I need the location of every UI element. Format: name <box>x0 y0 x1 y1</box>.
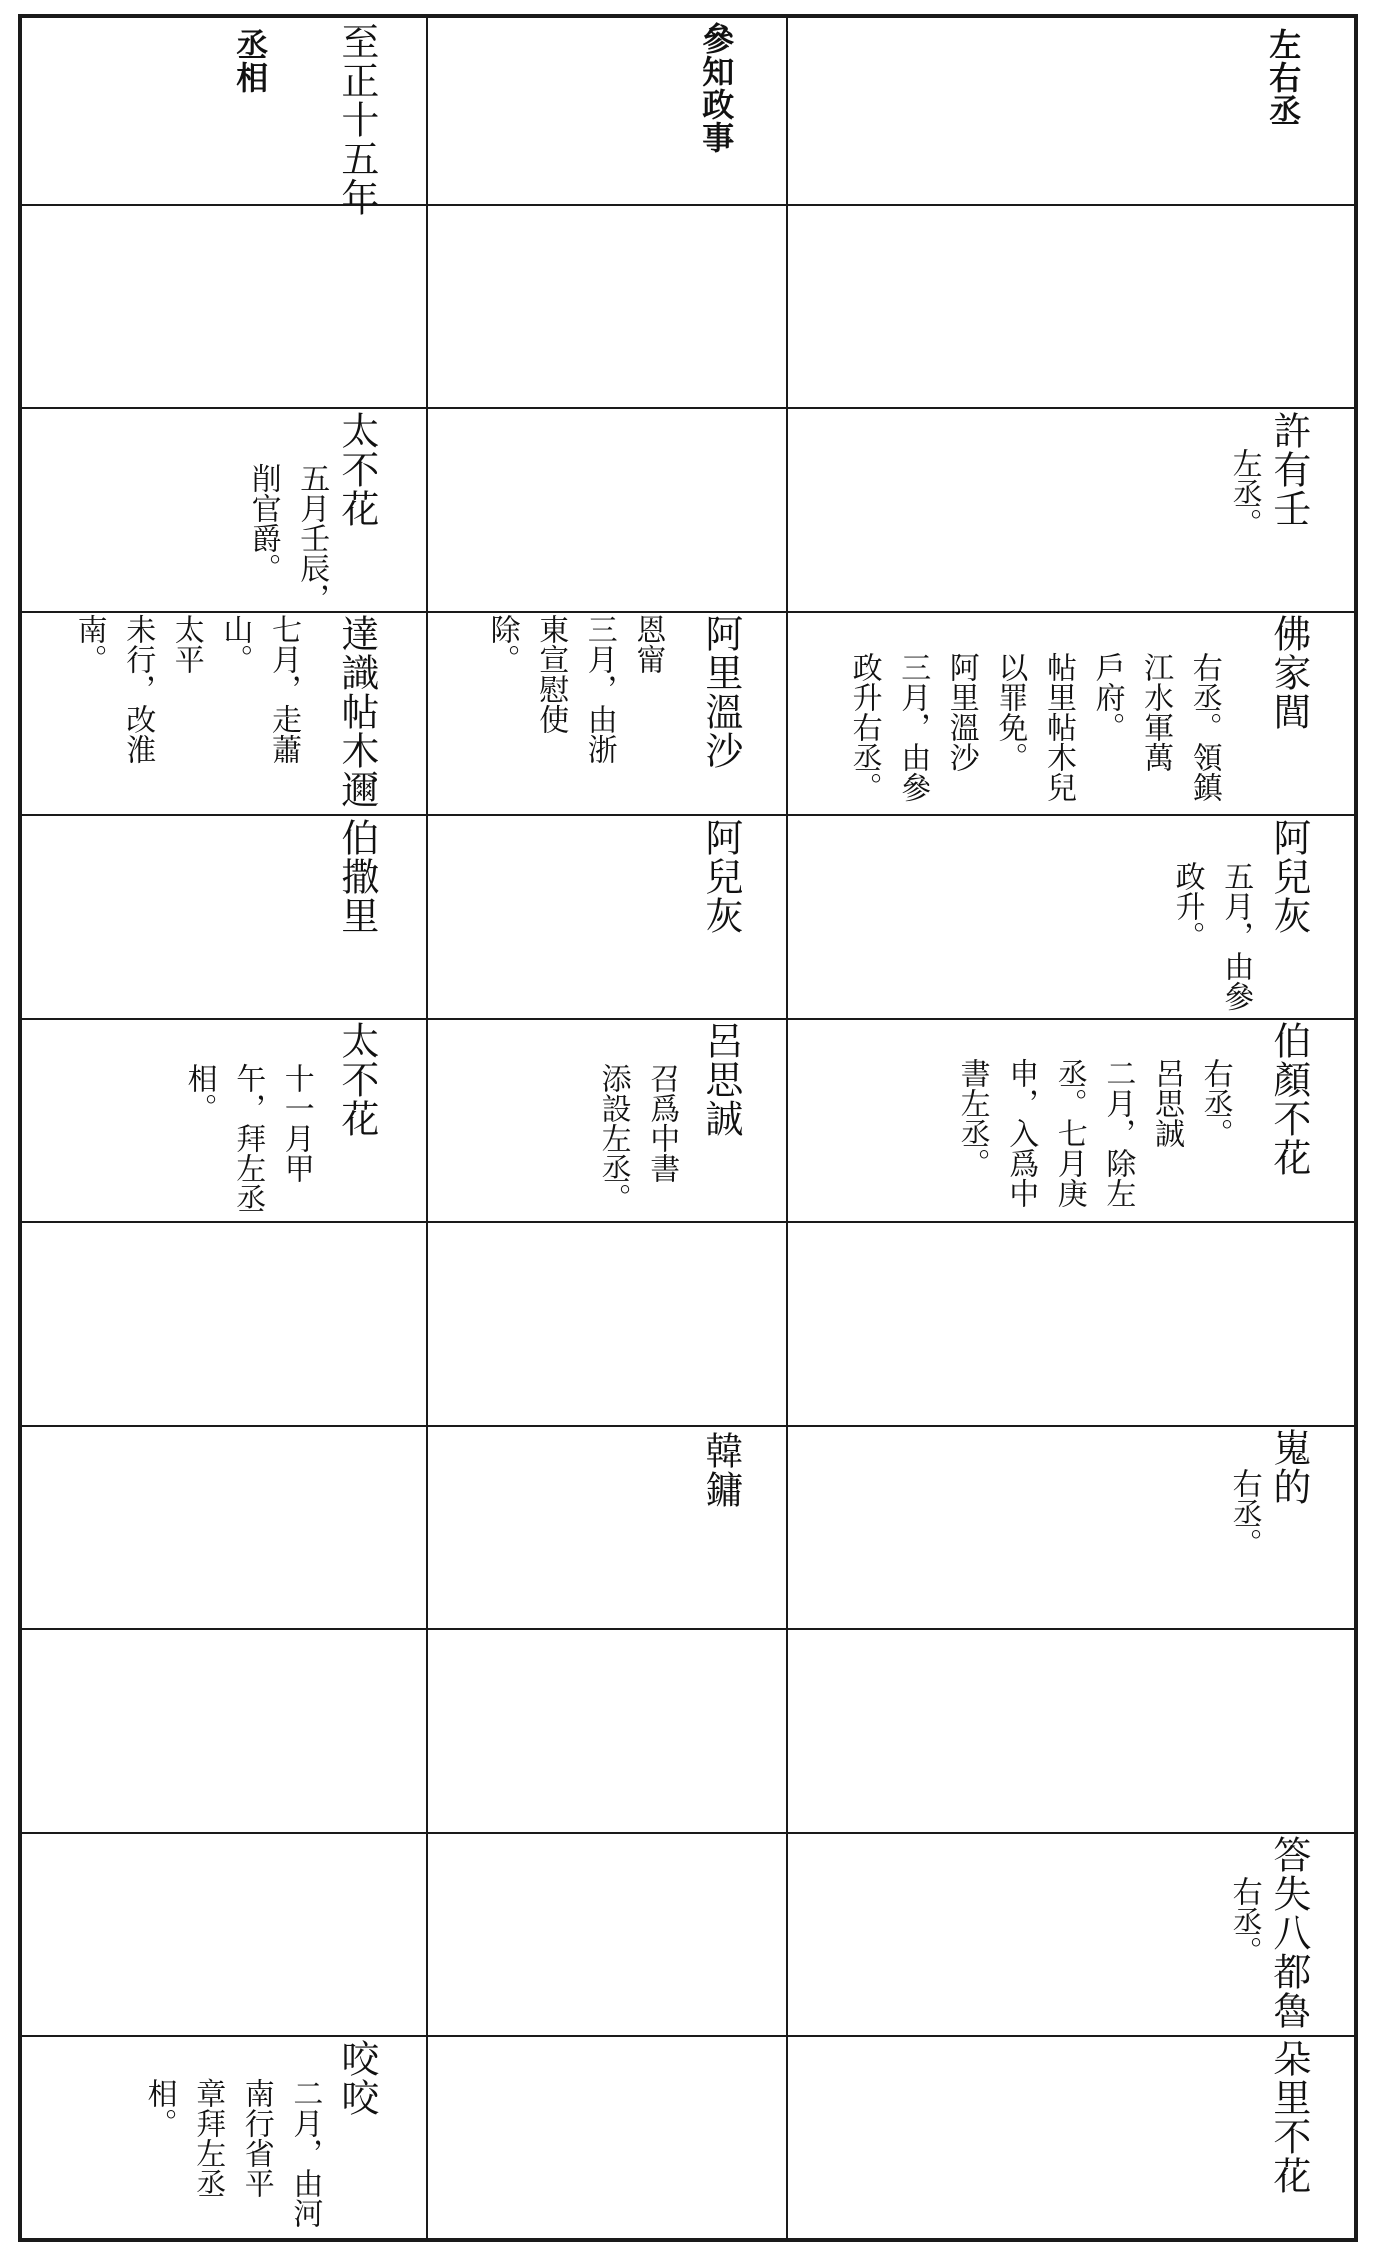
header-right-column: 左右丞 <box>1264 28 1303 127</box>
middle-entry-name: 阿里溫沙 <box>698 614 743 770</box>
left-entry-name: 咬咬 <box>334 2039 379 2117</box>
left-entry-name: 達識帖木邇 <box>334 614 379 809</box>
row-divider <box>22 204 1354 206</box>
right-entry-note: 左丞。 <box>1226 448 1262 538</box>
middle-entry-note: 恩甯 三月，由浙 東宣慰使 除。 <box>484 614 666 764</box>
right-entry-name: 阿兒灰 <box>1266 818 1311 935</box>
row-divider <box>22 1832 1354 1834</box>
right-entry-name: 伯顏不花 <box>1266 1021 1311 1177</box>
row-divider <box>22 407 1354 409</box>
left-entry-name: 伯撒里 <box>334 818 379 935</box>
right-entry-note: 右丞。 <box>1226 1468 1262 1558</box>
left-entry-note: 五月壬辰， 削官爵。 <box>245 463 330 613</box>
row-divider <box>22 814 1354 816</box>
row-divider <box>22 1221 1354 1223</box>
left-entry-name: 太不花 <box>334 1021 379 1138</box>
right-entry-note: 五月，由參 政升。 <box>1169 861 1254 1011</box>
right-entry-name: 嵬的 <box>1266 1428 1311 1506</box>
middle-entry-name: 呂思誠 <box>698 1021 743 1138</box>
header-middle-column: 參知政事 <box>697 22 736 154</box>
row-divider <box>22 2035 1354 2037</box>
left-entry-note: 十一月甲 午，拜左丞 相。 <box>181 1063 314 1213</box>
middle-entry-note: 召爲中書 添設左丞。 <box>595 1063 680 1213</box>
right-entry-name: 佛家閭 <box>1266 614 1311 731</box>
column-divider-left-middle <box>426 18 428 2238</box>
row-divider <box>22 1425 1354 1427</box>
row-divider <box>22 1018 1354 1020</box>
right-entry-name: 許有壬 <box>1266 411 1311 528</box>
row-divider <box>22 1628 1354 1630</box>
right-entry-name: 朵里不花 <box>1266 2039 1311 2195</box>
middle-entry-name: 阿兒灰 <box>698 818 743 935</box>
right-entry-note: 右丞。領鎮 江水軍萬 戶府。 帖里帖木兒 以罪免。 阿里溫沙 三月，由參 政升右丞。 <box>846 652 1222 802</box>
left-entry-name: 太不花 <box>334 411 379 528</box>
right-entry-note: 右丞。 呂思誠 二月，除左 丞。七月庚 申，入爲中 書左丞。 <box>954 1058 1233 1208</box>
header-year: 至正十五年 <box>334 22 379 217</box>
header-left-column: 丞相 <box>231 28 270 94</box>
left-entry-note: 二月，由河 南行省平 章拜左丞 相。 <box>141 2078 323 2228</box>
middle-entry-name: 韓鏞 <box>698 1431 743 1509</box>
left-entry-note: 七月，走蕭 山。 太平 未行，改淮 南。 <box>71 614 301 764</box>
table-frame <box>18 14 1358 2242</box>
right-entry-note: 右丞。 <box>1226 1876 1262 1966</box>
column-divider-middle-right <box>786 18 788 2238</box>
right-entry-name: 答失八都魯 <box>1266 1835 1311 2030</box>
row-divider <box>22 611 1354 613</box>
